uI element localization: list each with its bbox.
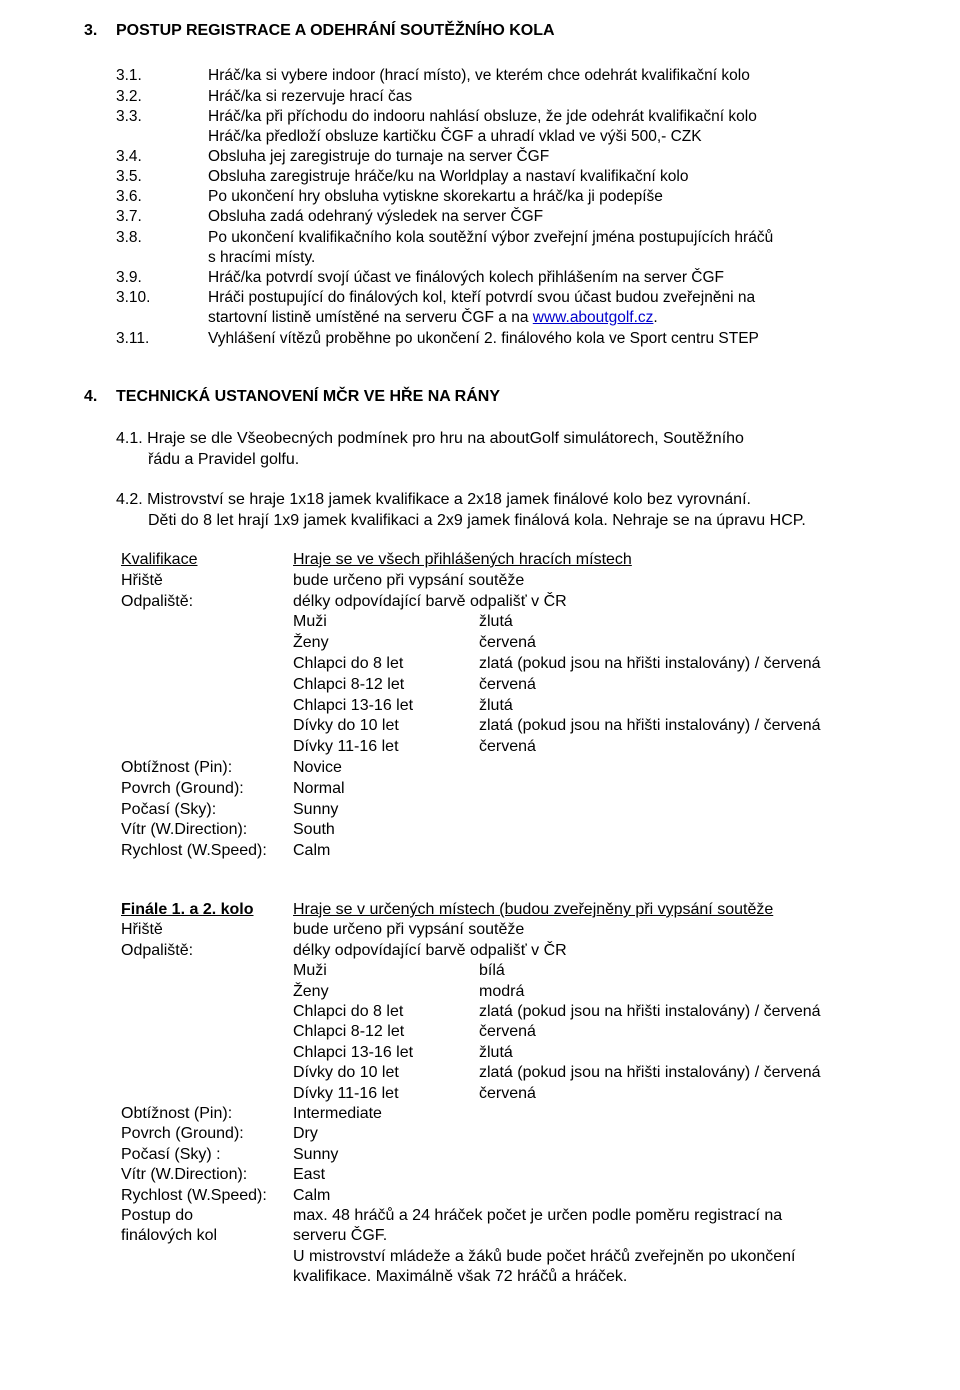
item-number: 3.4. — [116, 148, 142, 165]
table-cell: serveru ČGF. — [293, 1227, 388, 1245]
table-cell: Počasí (Sky): — [121, 800, 217, 818]
aboutgolf-link[interactable]: www.aboutgolf.cz — [532, 309, 654, 326]
section-3-number: 3. — [84, 22, 98, 39]
table-cell: Povrch (Ground): — [121, 779, 244, 797]
table-cell: žlutá — [479, 1043, 513, 1061]
table-cell: Finále 1. a 2. kolo — [121, 901, 254, 918]
item-text: Hráč/ka potvrdí svojí účast ve finálových kolech přihlášením na server ČGF — [208, 269, 725, 286]
table-cell: Rychlost (W.Speed): — [121, 842, 267, 860]
item-number: 3.9. — [116, 269, 142, 286]
section-4-heading — [84, 388, 500, 406]
item-text-post: . — [653, 309, 658, 326]
item-text-pre: startovní listině umístěné na serveru ČGF a na — [208, 309, 533, 326]
paragraph-number: 4.2. — [116, 491, 143, 508]
table-cell: Chlapci do 8 let — [293, 1003, 404, 1020]
section-3-heading — [84, 22, 555, 40]
table-cell: délky odpovídající barvě odpališť v ČR — [293, 941, 567, 959]
table-cell: Chlapci 8-12 let — [293, 1023, 405, 1041]
table-cell: Dívky 11-16 let — [293, 1084, 399, 1102]
table-cell: zlatá (pokud jsou na hřišti instalovány) / červená — [479, 1003, 821, 1020]
table-cell: Muži — [293, 962, 327, 980]
table-cell: Chlapci 8-12 let — [293, 675, 405, 693]
table-cell: Chlapci 13-16 let — [293, 696, 414, 714]
table-cell: max. 48 hráčů a 24 hráček počet je určen podle poměru registrací na — [293, 1207, 783, 1224]
table-cell: Muži — [293, 613, 327, 631]
table-cell: Ženy — [293, 634, 329, 652]
table-cell: Chlapci 13-16 let — [293, 1043, 414, 1061]
table-cell: Povrch (Ground): — [121, 1125, 244, 1143]
item-text: Hráč/ka při příchodu do indooru nahlásí obsluze, že jde odehrát kvalifikační kolo — [208, 108, 757, 125]
table-cell: červená — [479, 1084, 536, 1102]
table-cell: Hřiště — [121, 571, 163, 589]
table-cell: Normal — [293, 779, 345, 797]
table-cell: Hraje se v určených místech (budou zveřejněny při vypsání soutěže — [293, 901, 774, 918]
item-text: Hráč/ka předloží obsluze kartičku ČGF a uhradí vklad ve výši 500,- CZK — [208, 128, 702, 145]
table-cell: Calm — [293, 1186, 331, 1204]
table-cell: červená — [479, 1023, 536, 1041]
item-text: Hráč/ka si rezervuje hrací čas — [208, 88, 413, 105]
table-cell: Odpaliště: — [121, 592, 194, 610]
section-3-title: POSTUP REGISTRACE A ODEHRÁNÍ SOUTĚŽNÍHO KOLA — [116, 22, 555, 39]
table-cell: U mistrovství mládeže a žáků bude počet hráčů zveřejněn po ukončení — [293, 1247, 796, 1265]
table-cell: Intermediate — [293, 1105, 382, 1122]
item-number: 3.10. — [116, 289, 151, 306]
table-cell: Novice — [293, 759, 342, 776]
paragraph-line: řádu a Pravidel golfu. — [148, 451, 300, 468]
item-text: Obsluha jej zaregistruje do turnaje na server ČGF — [208, 148, 550, 165]
table-cell: Vítr (W.Direction): — [121, 1166, 248, 1184]
table-cell: červená — [479, 634, 536, 652]
table-cell: žlutá — [479, 613, 513, 631]
table-cell: zlatá (pokud jsou na hřišti instalovány) / červená — [479, 1064, 821, 1082]
table-cell: Počasí (Sky) : — [121, 1145, 221, 1163]
item-number: 3.2. — [116, 88, 142, 105]
item-text: s hracími místy. — [208, 249, 316, 266]
table-cell: Sunny — [293, 1145, 339, 1163]
table-cell: Odpaliště: — [121, 941, 194, 959]
table-cell: Kvalifikace — [121, 551, 198, 568]
table-cell: Postup do — [121, 1207, 194, 1224]
table-cell: kvalifikace. Maximálně však 72 hráčů a hráček. — [293, 1268, 628, 1286]
paragraph-line: Mistrovství se hraje 1x18 jamek kvalifikace a 2x18 jamek finálové kolo bez vyrovnání. — [147, 491, 751, 508]
table-cell: bílá — [479, 962, 505, 980]
section-4-title: TECHNICKÁ USTANOVENÍ MČR VE HŘE NA RÁNY — [116, 388, 501, 405]
item-text — [208, 308, 868, 328]
item-number: 3.8. — [116, 229, 142, 246]
table-cell: Dívky do 10 let — [293, 717, 399, 735]
table-cell: červená — [479, 675, 536, 693]
item-number: 3.5. — [116, 168, 142, 185]
item-text: Po ukončení kvalifikačního kola soutěžní výbor zveřejní jména postupujících hráčů — [208, 229, 774, 246]
table-cell: Rychlost (W.Speed): — [121, 1186, 267, 1204]
table-cell: červená — [479, 738, 536, 756]
table-cell: modrá — [479, 982, 525, 1000]
item-text: Vyhlášení vítězů proběhne po ukončení 2. finálového kola ve Sport centru STEP — [208, 330, 759, 347]
item-text: Obsluha zadá odehraný výsledek na server ČGF — [208, 208, 544, 225]
table-cell: Hřiště — [121, 921, 163, 939]
table-cell: Obtížnost (Pin): — [121, 1105, 233, 1122]
table-cell: zlatá (pokud jsou na hřišti instalovány) / červená — [479, 655, 821, 672]
paragraph-line: Děti do 8 let hrají 1x9 jamek kvalifikaci a 2x9 jamek finálová kola. Nehraje se na úpravu HCP. — [148, 512, 806, 529]
table-cell: Obtížnost (Pin): — [121, 759, 233, 776]
table-cell: East — [293, 1166, 326, 1184]
item-number: 3.1. — [116, 67, 142, 84]
item-number: 3.6. — [116, 188, 142, 205]
table-cell: Sunny — [293, 800, 339, 818]
paragraph-4-1 — [116, 428, 896, 470]
table-cell: délky odpovídající barvě odpališť v ČR — [293, 592, 567, 610]
item-number: 3.11. — [116, 330, 150, 347]
item-number: 3.7. — [116, 208, 142, 225]
item-number: 3.3. — [116, 108, 142, 125]
table-cell: Chlapci do 8 let — [293, 655, 404, 672]
item-text: Hráči postupující do finálových kol, kteří potvrdí svou účast budou zveřejněni na — [208, 289, 756, 306]
table-cell: Hraje se ve všech přihlášených hracích místech — [293, 551, 632, 568]
table-cell: Dry — [293, 1125, 318, 1143]
table-cell: Ženy — [293, 982, 329, 1000]
paragraph-number: 4.1. — [116, 430, 143, 447]
paragraph-line: Hraje se dle Všeobecných podmínek pro hru na aboutGolf simulátorech, Soutěžního — [147, 430, 744, 447]
table-cell: Vítr (W.Direction): — [121, 821, 248, 839]
table-cell: zlatá (pokud jsou na hřišti instalovány) / červená — [479, 717, 821, 735]
table-cell: Calm — [293, 842, 331, 860]
table-cell: Dívky 11-16 let — [293, 738, 399, 756]
table-cell: finálových kol — [121, 1227, 218, 1245]
table-cell: Dívky do 10 let — [293, 1064, 399, 1082]
paragraph-4-2 — [116, 489, 896, 531]
section-4-number: 4. — [84, 388, 98, 405]
table-cell: South — [293, 821, 335, 839]
table-cell: žlutá — [479, 696, 513, 714]
item-text: Obsluha zaregistruje hráče/ku na Worldplay a nastaví kvalifikační kolo — [208, 168, 689, 185]
table-cell: bude určeno při vypsání soutěže — [293, 921, 525, 939]
table-cell: bude určeno při vypsání soutěže — [293, 571, 525, 589]
item-text: Hráč/ka si vybere indoor (hrací místo), ve kterém chce odehrát kvalifikační kolo — [208, 67, 750, 84]
item-text: Po ukončení hry obsluha vytiskne skorekartu a hráč/ka ji podepíše — [208, 188, 663, 205]
